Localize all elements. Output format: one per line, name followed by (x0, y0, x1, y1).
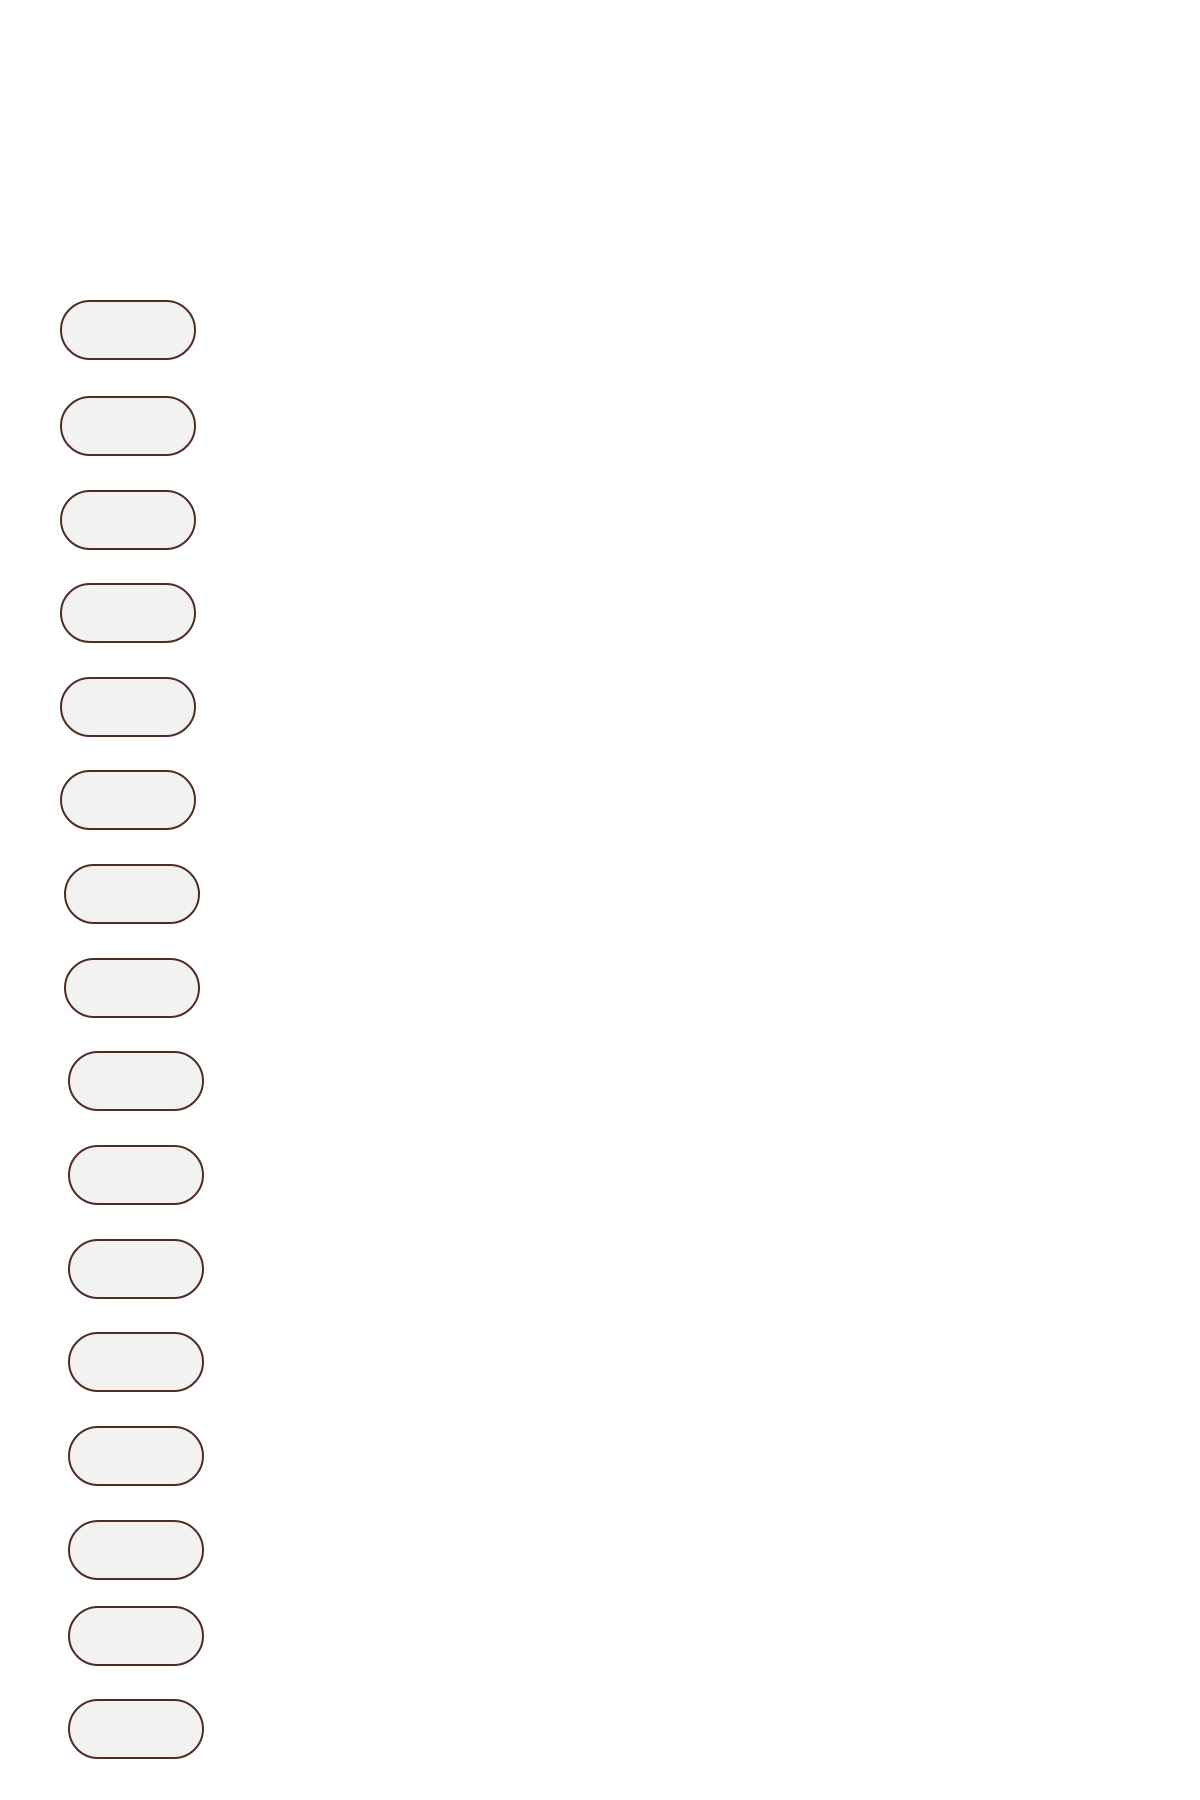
cell-36-sleeve (855, 1341, 995, 1381)
size-label (60, 770, 196, 830)
size-label (68, 1426, 204, 1486)
cell-38-sleeve (855, 1433, 995, 1473)
cell-34-hip (709, 1251, 849, 1291)
size-label (60, 490, 196, 550)
column-header-chest (392, 218, 558, 268)
cell-38-waist (552, 1433, 692, 1473)
size-label (68, 1699, 204, 1759)
cell-36-back-width (235, 1340, 375, 1380)
size-label (60, 583, 196, 643)
cell-36-waist (557, 1340, 697, 1380)
cell-34-sleeve (855, 1247, 995, 1287)
cell-40-hip (702, 1522, 842, 1562)
cell-36-length (992, 1337, 1132, 1377)
column-header-length (994, 218, 1134, 268)
size-label (68, 1520, 204, 1580)
size-label (68, 1051, 204, 1111)
size-label (60, 677, 196, 737)
size-label (68, 1145, 204, 1205)
cell-40-chest (403, 1523, 543, 1563)
cell-38-chest (401, 1431, 541, 1471)
column-header-waist (558, 218, 701, 268)
cell-34-chest (403, 1251, 543, 1291)
size-label (60, 300, 196, 360)
column-header-sleeve (858, 218, 994, 268)
cell-40-waist (554, 1524, 694, 1564)
size-label (68, 1606, 204, 1666)
cell-40-sleeve (855, 1527, 995, 1567)
cell-34-waist (561, 1247, 701, 1287)
size-label (64, 958, 200, 1018)
cell-38-length (994, 1433, 1134, 1473)
cell-36-hip (704, 1343, 844, 1383)
size-label (68, 1332, 204, 1392)
cell-38-back-width (237, 1435, 377, 1475)
size-label (64, 864, 200, 924)
cell-40-length (994, 1523, 1134, 1563)
cell-38-hip (709, 1436, 849, 1476)
column-header-back-width (226, 218, 396, 268)
size-label (68, 1239, 204, 1299)
cell-34-back-width (235, 1248, 375, 1288)
column-header-hip (701, 218, 858, 268)
size-label (60, 396, 196, 456)
cell-36-chest (404, 1337, 544, 1377)
cell-34-length (994, 1245, 1134, 1285)
cell-40-back-width (235, 1521, 375, 1561)
